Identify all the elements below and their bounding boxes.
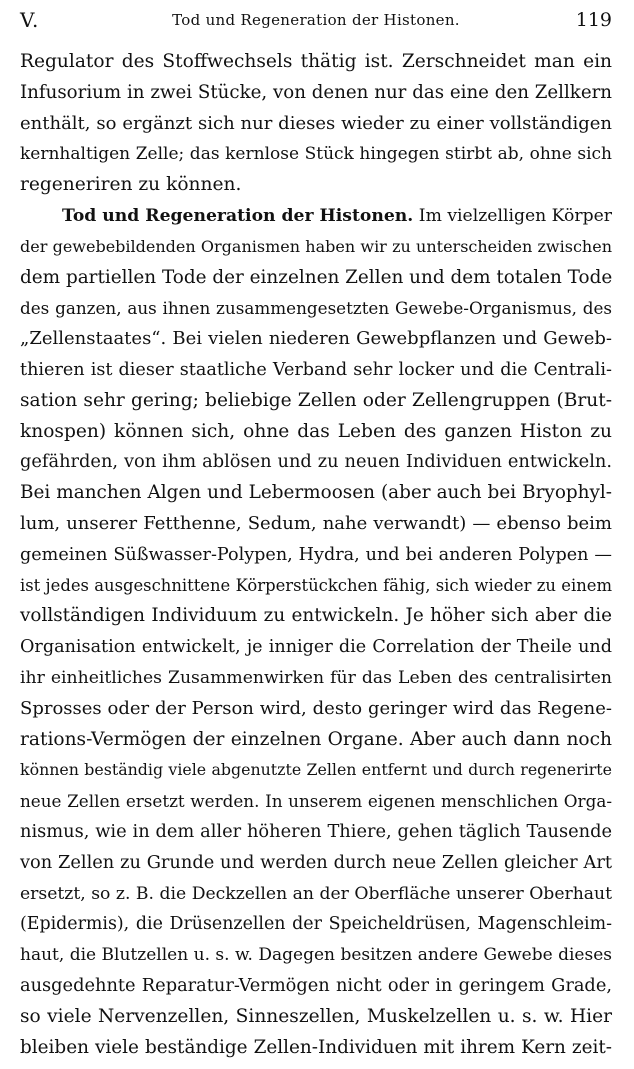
chapter-number: V. bbox=[20, 8, 40, 32]
text-line: Sprosses oder der Person wird, desto geringer wird das Regene- bbox=[20, 697, 612, 719]
page-number: 119 bbox=[575, 9, 612, 31]
text-line: knospen) können sich, ohne das Leben des ganzen Histon zu bbox=[20, 420, 612, 442]
text-line: lum, unserer Fetthenne, Sedum, nahe verwandt) — ebenso beim bbox=[20, 512, 612, 534]
text-line: gemeinen Süßwasser-Polypen, Hydra, und bei anderen Polypen — bbox=[20, 544, 612, 565]
text-line: „Zellenstaates“. Bei vielen niederen Gewebpflanzen und Geweb- bbox=[20, 328, 612, 350]
text-line: neue Zellen ersetzt werden. In unserem eigenen menschlichen Orga- bbox=[20, 791, 612, 812]
text-line: Infusorium in zwei Stücke, von denen nur das eine den Zellkern bbox=[20, 81, 612, 103]
text-line: gefährden, von ihm ablösen und zu neuen Individuen entwickeln. bbox=[20, 451, 612, 473]
section-heading: Tod und Regeneration der Histonen. bbox=[62, 205, 414, 226]
text-line: enthält, so ergänzt sich nur dieses wieder zu einer vollständigen bbox=[20, 112, 612, 134]
text-line: sation sehr gering; beliebige Zellen oder Zellengruppen (Brut- bbox=[20, 389, 612, 411]
text-line: haut, die Blutzellen u. s. w. Dagegen besitzen andere Gewebe dieses bbox=[20, 945, 612, 966]
text-line: ausgedehnte Reparatur-Vermögen nicht oder in geringem Grade, bbox=[20, 974, 612, 996]
text-line: nismus, wie in dem aller höheren Thiere, gehen täglich Tausende bbox=[20, 820, 612, 842]
text-line: kernhaltigen Zelle; das kernlose Stück hingegen stirbt ab, ohne sich bbox=[20, 144, 612, 165]
running-title: Tod und Regeneration der Histonen. bbox=[172, 11, 460, 29]
text-line: rations-Vermögen der einzelnen Organe. Aber auch dann noch bbox=[20, 728, 612, 750]
paragraph-first-line bbox=[20, 201, 612, 232]
text-line: können beständig viele abgenutzte Zellen entfernt und durch regenerirte bbox=[20, 760, 612, 780]
text-line: bleiben viele beständige Zellen-Individuen mit ihrem Kern zeit- bbox=[20, 1036, 612, 1058]
text-line: (Epidermis), die Drüsenzellen der Speicheldrüsen, Magenschleim- bbox=[20, 914, 612, 935]
text-line: regeneriren zu können. bbox=[20, 174, 242, 196]
text-line: so viele Nervenzellen, Sinneszellen, Muskelzellen u. s. w. Hier bbox=[20, 1005, 612, 1027]
body-text bbox=[20, 47, 612, 1063]
text-line: Bei manchen Algen und Lebermoosen (aber auch bei Bryophyl- bbox=[20, 482, 612, 504]
text-line: Organisation entwickelt, je inniger die Correlation der Theile und bbox=[20, 637, 612, 658]
text-line: thieren ist dieser staatliche Verband sehr locker und die Centrali- bbox=[20, 359, 612, 380]
text-line: des ganzen, aus ihnen zusammengesetzten Gewebe-Organismus, des bbox=[20, 298, 612, 319]
text-line: ihr einheitliches Zusammenwirken für das Leben des centralisirten bbox=[20, 667, 612, 688]
text-line-fragment: Im vielzelligen Körper bbox=[418, 205, 612, 226]
running-header bbox=[20, 8, 612, 34]
text-line: vollständigen Individuum zu entwickeln. Je höher sich aber die bbox=[20, 605, 612, 627]
text-line: dem partiellen Tode der einzelnen Zellen und dem totalen Tode bbox=[20, 266, 613, 288]
text-line: ist jedes ausgeschnittene Körperstückchen fähig, sich wieder zu einem bbox=[20, 575, 612, 595]
text-line: ersetzt, so z. B. die Deckzellen an der Oberfläche unserer Oberhaut bbox=[20, 883, 612, 904]
text-line: der gewebebildenden Organismen haben wir zu unterscheiden zwischen bbox=[20, 236, 612, 256]
text-line: von Zellen zu Grunde und werden durch neue Zellen gleicher Art bbox=[20, 851, 612, 873]
text-line: Regulator des Stoffwechsels thätig ist. Zerschneidet man ein bbox=[20, 51, 612, 72]
